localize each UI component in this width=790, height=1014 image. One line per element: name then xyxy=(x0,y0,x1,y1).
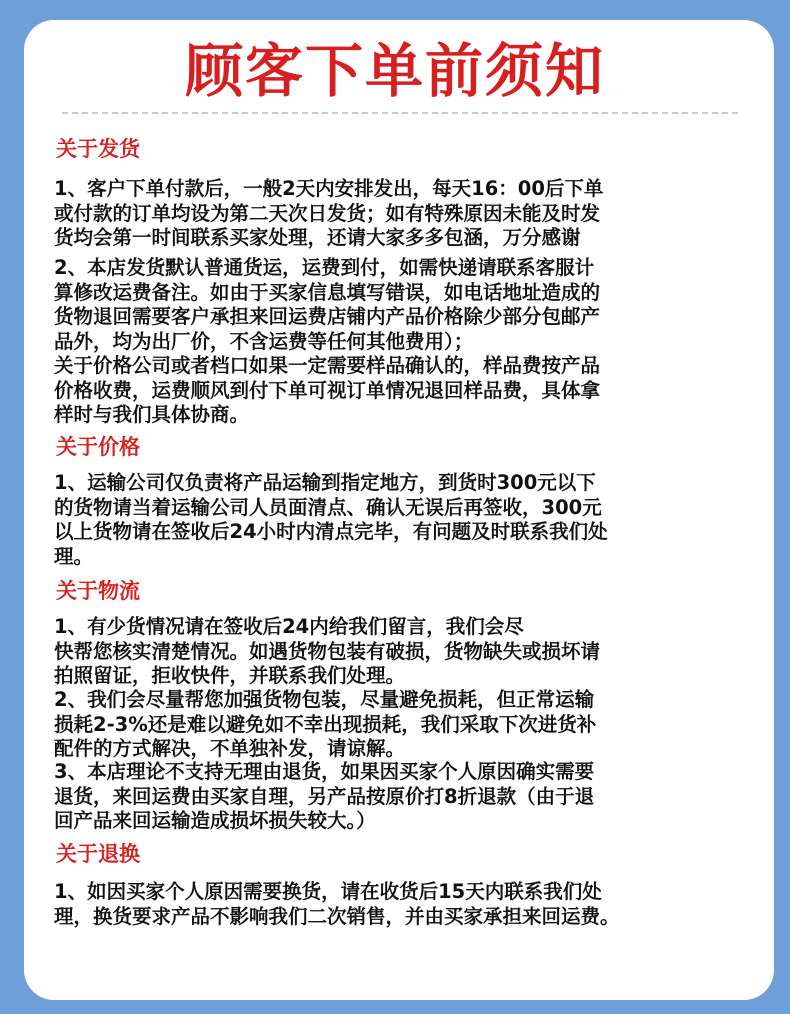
section-heading-shipping: 关于发货 xyxy=(56,137,140,161)
text-line: 回产品来回运输造成损坏损失较大。） xyxy=(54,809,376,832)
section-heading-logistics: 关于物流 xyxy=(56,579,140,603)
text-line: 拍照留证，拒收快件，并联系我们处理。 xyxy=(54,664,406,687)
text-line: 损耗2-3%还是难以避免如不幸出现损耗，我们采取下次进货补 xyxy=(54,712,597,736)
section-heading-returns: 关于退换 xyxy=(56,842,140,866)
text-line: 2、本店发货默认普通货运，运费到付，如需快递请联系客服计 xyxy=(54,256,595,279)
text-line: 关于价格公司或者档口如果一定需要样品确认的，样品费按产品 xyxy=(54,354,601,377)
text-line: 1、客户下单付款后，一般2天内安排发出，每天16：00后下单 xyxy=(54,177,604,200)
shipping-paragraph-1 xyxy=(54,177,603,251)
shipping-paragraph-2 xyxy=(54,256,600,428)
text-line: 以上货物请在签收后24小时内清点完毕，有问题及时联系我们处 xyxy=(54,520,608,543)
text-line: 快帮您核实清楚情况。如遇货物包装有破损，货物缺失或损坏请 xyxy=(54,639,601,663)
section-heading-price: 关于价格 xyxy=(56,435,140,459)
text-line: 样时与我们具体协商。 xyxy=(54,403,250,426)
text-line: 价格收费，运费顺风到付下单可视订单情况退回样品费，具体拿 xyxy=(54,378,601,402)
text-line: 1、运输公司仅负责将产品运输到指定地方，到货时300元以下 xyxy=(54,471,596,494)
text-line: 品外，均为出厂价，不含运费等任何其他费用）； xyxy=(54,329,474,353)
text-line: 理，换货要求产品不影响我们二次销售，并由买家承担来回运费。 xyxy=(54,904,620,928)
page-title: 顾客下单前须知 xyxy=(184,37,605,105)
text-line: 货物退回需要客户承担来回运费店铺内产品价格除少部分包邮产 xyxy=(54,305,601,328)
text-line: 退货，来回运费由买家自理，另产品按原价打8折退款（由于退 xyxy=(54,784,595,808)
text-line: 3、本店理论不支持无理由退货，如果因买家个人原因确实需要 xyxy=(54,760,595,783)
text-line: 算修改运费备注。如由于买家信息填写错误，如电话地址造成的 xyxy=(54,280,601,304)
title-divider xyxy=(62,112,738,114)
price-paragraph-1 xyxy=(54,471,608,569)
text-line: 货均会第一时间联系买家处理，还请大家多多包涵，万分感谢 xyxy=(54,226,581,249)
text-line: 1、有少货情况请在签收后24内给我们留言，我们会尽 xyxy=(54,615,524,638)
text-line: 2、我们会尽量帮您加强货物包装，尽量避免损耗，但正常运输 xyxy=(54,688,595,711)
text-line: 1、如因买家个人原因需要换货，请在收货后15天内联系我们处 xyxy=(54,880,602,903)
logistics-paragraph-2 xyxy=(54,688,596,762)
logistics-paragraph-1 xyxy=(54,615,600,689)
logistics-paragraph-3 xyxy=(54,760,594,834)
text-line: 理。 xyxy=(54,544,94,568)
text-line: 配件的方式解决，不单独补发，请谅解。 xyxy=(54,737,406,760)
text-line: 的货物请当着运输公司人员面清点、确认无误后再签收，300元 xyxy=(54,495,602,519)
text-line: 或付款的订单均设为第二天次日发货；如有特殊原因未能及时发 xyxy=(54,201,601,225)
returns-paragraph-1 xyxy=(54,880,620,929)
